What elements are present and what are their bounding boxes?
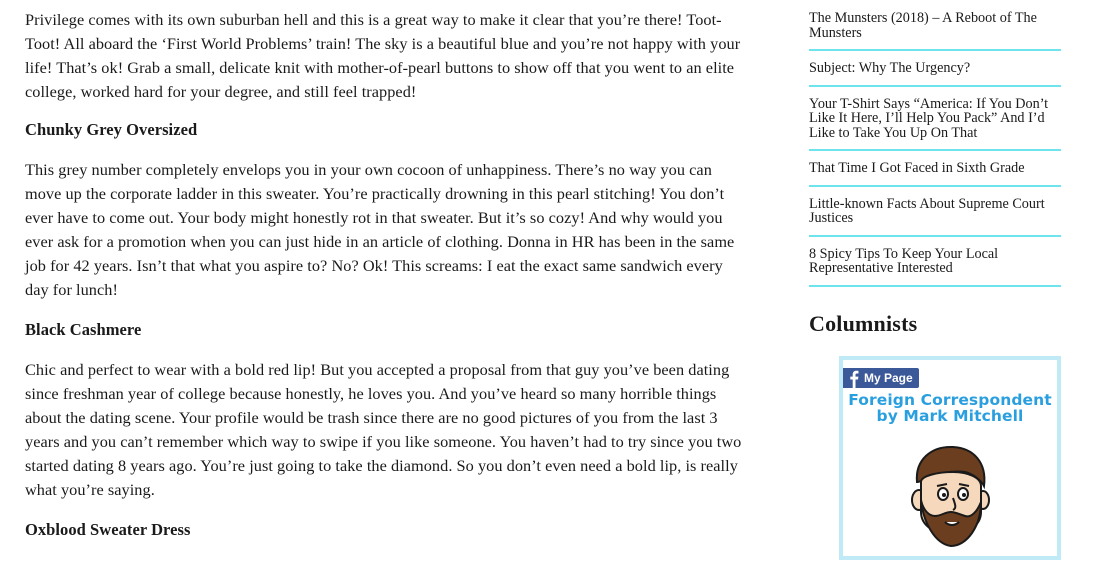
related-link-text: Little-known Facts About Supreme Court [809, 195, 1045, 212]
facebook-my-page-label: My Page [864, 371, 913, 385]
related-link-text: The Munsters (2018) – A Reboot of The [809, 10, 1037, 26]
sidebar [809, 0, 1061, 425]
related-link-urgency[interactable] [809, 51, 1061, 87]
columnist-card-foreign-correspondent[interactable] [839, 356, 1061, 560]
columnists-heading: Columnists [809, 310, 918, 336]
columnist-avatar-illustration [907, 442, 993, 552]
related-link-text: Munsters [809, 24, 862, 41]
related-link-text: Like It Here, I’ll Help You Pack” And I’d [809, 110, 1045, 126]
section-heading-oxblood: Oxblood Sweater Dress [25, 520, 191, 539]
article-paragraph-1: Privilege comes with its own suburban hell and this is a great way to make it clear that you’re there! Toot-Toot! All aboard the ‘First World Problems’ train! The sky is a beautiful blue and you’re not happy with your life! That’s ok! Grab a small, delicate knit with mother-of-pearl buttons to show off that you went to an elite college, worked hard for your degree, and still feel trapped! [25, 10, 741, 101]
related-link-sixth-grade[interactable] [809, 151, 1061, 187]
article-paragraph-2: This grey number completely envelops you in your own cocoon of unhappiness. There’s no way you can move up the corporate ladder in this sweater. You’re practically drowning in this pearl stitching! You don’t ever have to come out. Your body might honestly rot in that sweater. But it’s so cozy! And why would you ever ask for a promotion when you can just hide in an article of clothing. Donna in HR has been in the same job for 42 years. Isn’t that what you aspire to? No? Ok! This screams: I eat the exact same sandwich every day for lunch! [25, 160, 735, 299]
facebook-icon [843, 368, 861, 388]
related-links-list [809, 0, 1061, 287]
related-link-text: Representative Interested [809, 260, 953, 276]
columnist-title-line: Foreign Correspondent [848, 391, 1052, 409]
related-link-text: That Time I Got Faced in Sixth Grade [809, 160, 1025, 176]
related-link-text: Justices [809, 210, 854, 226]
related-link-text: Subject: Why The Urgency? [809, 60, 971, 76]
related-link-text: Your T-Shirt Says “America: If You Don’t [809, 95, 1049, 112]
columnist-byline: by Mark Mitchell [876, 407, 1024, 425]
facebook-my-page-button[interactable] [843, 368, 919, 388]
article-paragraph-3: Chic and perfect to wear with a bold red lip! But you accepted a proposal from that guy you’ve been dating since freshman year of college because honestly, he loves you. And you’ve heard so many horrible things about the dating scene. Your profile would be trash since there are no good pictures of you from the last 3 years and you can’t remember which way to swipe if you like someone. You haven’t had to try since you two started dating 8 years ago. You’re just going to take the diamond. So you don’t even need a bold lip, is really what you’re saying. [25, 360, 742, 499]
section-heading-chunky-grey: Chunky Grey Oversized [25, 120, 198, 139]
related-link-supreme-court[interactable] [809, 187, 1061, 237]
related-link-spicy-tips[interactable] [809, 237, 1061, 287]
related-link-munsters[interactable] [809, 0, 1061, 51]
columnist-title [843, 392, 1057, 424]
related-link-text: Like to Take You Up On That [809, 124, 978, 141]
article-body [25, 8, 750, 539]
related-link-tshirt[interactable] [809, 87, 1061, 152]
related-link-text: 8 Spicy Tips To Keep Your Local [809, 245, 999, 262]
section-heading-black-cashmere: Black Cashmere [25, 320, 142, 339]
